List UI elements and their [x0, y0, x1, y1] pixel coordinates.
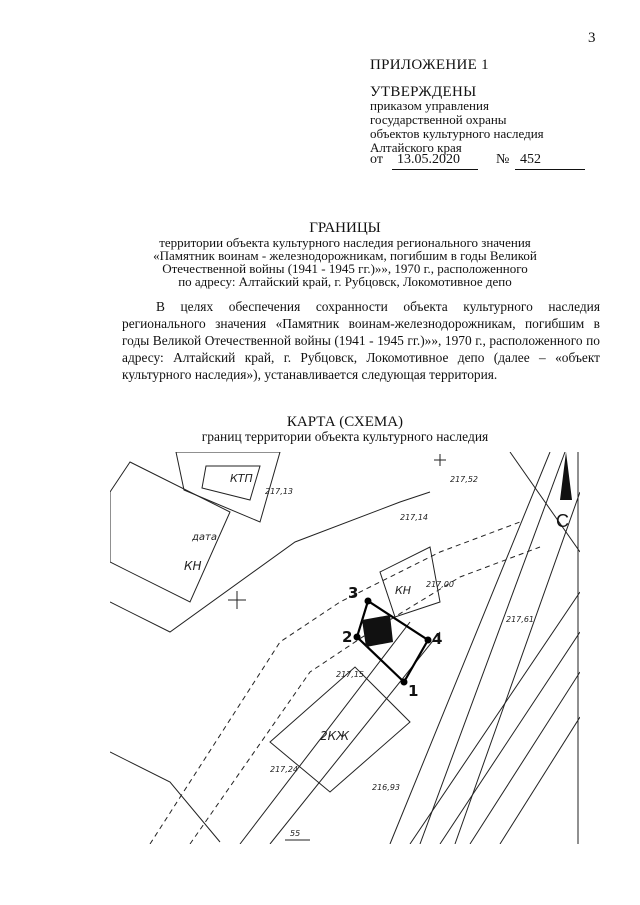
boundary-point-label: 2: [342, 628, 353, 646]
elevation-label: 217,24: [270, 765, 298, 774]
boundary-point-label: 1: [408, 682, 419, 700]
rail-line: [470, 672, 580, 844]
heading-subtitle-line: Отечественной войны (1941 - 1945 гг.)»», 1970 г., расположенного: [162, 261, 528, 276]
building-label: КТП: [230, 472, 253, 485]
parcel-dashed-2: [190, 547, 540, 844]
order-line: государственной охраны: [370, 112, 507, 127]
north-arrow-icon: [560, 452, 572, 500]
document-heading: ГРАНИЦЫ: [309, 220, 381, 236]
lot-boundary-left: [110, 752, 220, 842]
boundary-point-1: [401, 679, 408, 686]
order-line: Алтайского края: [370, 140, 462, 155]
order-number: 452: [520, 152, 541, 167]
appendix-label: ПРИЛОЖЕНИЕ 1: [370, 57, 489, 73]
parcel-dashed-1: [150, 522, 520, 844]
elevation-label: 217,14: [400, 513, 428, 522]
approved-label: УТВЕРЖДЕНЫ: [370, 84, 477, 100]
rail-line: [500, 717, 580, 844]
building-label: 2КЖ: [320, 729, 350, 743]
elevation-label: 216,93: [372, 783, 400, 792]
heading-subtitle-line: по адресу: Алтайский край, г. Рубцовск, Локомотивное депо: [178, 274, 512, 289]
body-paragraph: [122, 298, 600, 383]
map-title: КАРТА (СХЕМА): [286, 414, 404, 430]
rail-line: [510, 452, 580, 552]
building-label: дата: [192, 532, 217, 543]
page-number: 3: [588, 30, 596, 46]
boundary-point-label: 3: [348, 584, 359, 602]
order-line: приказом управления: [370, 98, 489, 113]
elevation-label: 217,52: [450, 475, 478, 484]
rail-line: [455, 492, 580, 844]
heading-subtitle-line: территории объекта культурного наследия регионального значения: [159, 235, 531, 250]
date-underline: [392, 169, 478, 170]
elevation-label: 217,15: [336, 670, 364, 679]
from-label: от: [370, 152, 383, 167]
rail-line: [440, 632, 580, 844]
order-date-row: [370, 152, 590, 170]
order-line: объектов культурного наследия: [370, 126, 544, 141]
building-label: КН: [184, 559, 202, 573]
elevation-label: 217,13: [265, 487, 293, 496]
boundary-map: [110, 452, 580, 844]
heading-subtitle-line: «Памятник воинам - железнодорожникам, погибшим в годы Великой: [153, 248, 537, 263]
boundary-point-3: [365, 598, 372, 605]
elevation-label: 217,61: [506, 615, 534, 624]
boundary-map-drawing: [110, 452, 580, 844]
north-label: С: [556, 511, 569, 531]
elevation-label: 217,00: [426, 580, 454, 589]
building-label: КН: [395, 584, 412, 597]
map-subtitle: границ территории объекта культурного наследия: [201, 429, 489, 444]
boundary-point-2: [354, 634, 361, 641]
boundary-point-4: [425, 637, 432, 644]
body-paragraph-text: В целях обеспечения сохранности объекта культурного наследия регионального значения «Памятник воинам-железнодорожникам, погибшим в годы Великой Отечественной войны (1941 - 1945 гг.)»», 1970 г., расположенного по адресу: Алтайский край, г. Рубцовск, Локомотивное депо (далее – «объект культурного наследия»), устанавливается следующая территория.: [122, 299, 600, 382]
monument-footprint: [362, 615, 393, 647]
number-underline: [515, 169, 585, 170]
boundary-point-label: 4: [432, 630, 443, 648]
rail-line: [390, 452, 550, 844]
rail-line: [420, 452, 565, 844]
elevation-label: 55: [290, 829, 301, 838]
order-date: 13.05.2020: [397, 152, 460, 167]
number-label: №: [496, 152, 510, 167]
